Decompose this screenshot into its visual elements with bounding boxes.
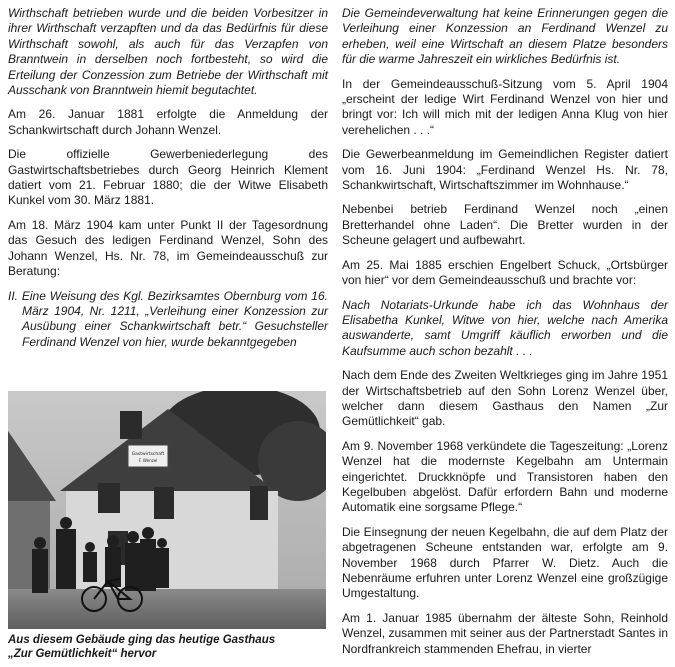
paragraph-gewerbeanmeldung: Die Gewerbeanmeldung im Gemeindlichen Register datiert vom 16. Juni 1904: „Ferdinand Wenzel Hs. Nr. 78, Schankwirtschaft, Wirtschaftszimmer im Wohnhause.“ (342, 147, 668, 193)
photo-illustration (8, 391, 326, 629)
window (98, 483, 120, 513)
paragraph-1951: Nach dem Ende des Zweiten Weltkrieges ging im Jahre 1951 der Wirtschaftsbetrieb auf den Sohn Lorenz Wenzel über, welcher dann diesem Gasthaus den Namen „Zur Gemütlichkeit“ gab. (342, 368, 668, 429)
window (250, 486, 268, 520)
quote-paragraph-weisung: II. Eine Weisung des Kgl. Bezirksamtes Obernburg vom 16. März 1904, Nr. 1211, „Verleihung einer Konzession zur Ausübung einer Schankwirtschaft betr.“ Gesuchsteller Ferdinand Wenzel von hier, wurde bekanntgegeben (8, 288, 328, 349)
quote-paragraph-gemeindeverwaltung: Die Gemeindeverwaltung hat keine Erinnerungen gegen die Verleihung einer Konzession an Ferdinand Wenzel zu erheben, weil eine Wirtschaft an diesem Platze besonders für die warme Jahreszeit ein wirkliches Bedürfnis ist. (342, 6, 668, 67)
paragraph-sitzung-1904: In der Gemeindeausschuß-Sitzung vom 5. April 1904 „erscheint der ledige Wirt Ferdinand Wenzel von hier und bringt vor: Ich will mich mit der ledigen Anna Klug von hier verehelichen . . .“ (342, 76, 668, 137)
paragraph-gewerbeniederlegung: Die offizielle Gewerbeniederlegung des Gastwirtschaftsbetriebes durch Georg Heinrich Klement datiert vom 21. Februar 1880; die der Witwe Elisabeth Kunkel vom 30. März 1881. (8, 147, 328, 208)
paragraph-einsegnung: Die Einsegnung der neuen Kegelbahn, die auf dem Platz der abgetragenen Scheune entstanden war, erfolgte am 9. November 1968 durch Pfarrer W. Dietz. Auch die Nebenräume erfuhren unter Lorenz Wenzel eine großzügige Umgestaltung. (342, 524, 668, 601)
ground (8, 589, 326, 629)
right-column (342, 6, 668, 666)
quote-paragraph-wirthschaft: Wirthschaft betrieben wurde und die beiden Vorbesitzer in ihrer Wirthschaft verzapften und da das Bedürfnis für diese Wirthschaft sowohl, als auch für das Verzapfen von Branntwein in derselben noch fortbesteht, so wird die Erteilung der Conzession zum Betriebe der Wirthschaft mit Ausschank von Branntwein hiemit begutachtet. (8, 6, 328, 98)
paragraph-kegelbahn-1968: Am 9. November 1968 verkündete die Tageszeitung: „Lorenz Wenzel hat die modernste Kegelbahn am Untermain eingerichtet. Druckknöpfe und Transistoren haben den Kegelbuben abgelöst. Dafür erfordern Bahn und moderne Automatik eine sorgsame Pflege.“ (342, 438, 668, 515)
svg-text:Gastwirtschaft: Gastwirtschaft (131, 452, 165, 457)
historic-photo-gasthaus (8, 391, 326, 629)
caption-line-1: Aus diesem Gebäude ging das heutige Gasthaus (8, 634, 276, 646)
paragraph-gesuch-1904: Am 18. März 1904 kam unter Punkt II der Tagesordnung das Gesuch des ledigen Ferdinand Wenzel, Sohn des Johann Wenzel, Hs. Nr. 78, im Gemeindeausschuß zur Beratung: (8, 217, 328, 279)
window (120, 411, 142, 439)
paragraph-1985: Am 1. Januar 1985 übernahm der älteste Sohn, Reinhold Wenzel, zusammen mit seiner aus der Partnerstadt Santes in Nordfrankreich stammenden Ehefrau, in vierter (342, 610, 668, 656)
svg-text:F. Wenzel: F. Wenzel (138, 458, 158, 463)
quote-paragraph-notariat: Nach Notariats-Urkunde habe ich das Wohnhaus der Elisabetha Kunkel, Witwe von hier, welche nach Amerika auswanderte, samt Umgriff käuflich erworben und die Kaufsumme auch schon bezahlt . . . (342, 297, 668, 358)
paragraph-schuck-1885: Am 25. Mai 1885 erschien Engelbert Schuck, „Ortsbürger von hier“ vor dem Gemeindeausschuß und brachte vor: (342, 257, 668, 288)
paragraph-anmeldung-1881: Am 26. Januar 1881 erfolgte die Anmeldung der Schankwirtschaft durch Johann Wenzel. (8, 107, 328, 137)
caption-line-2: „Zur Gemütlichkeit“ hervor (8, 648, 157, 660)
window (154, 487, 174, 519)
paragraph-bretterhandel: Nebenbei betrieb Ferdinand Wenzel noch „einen Bretterhandel ohne Laden“. Die Bretter wurden in der Scheune gelagert und aufbewahrt. (342, 202, 668, 248)
window (286, 431, 300, 461)
photo-caption (8, 633, 328, 661)
left-column (8, 6, 328, 359)
